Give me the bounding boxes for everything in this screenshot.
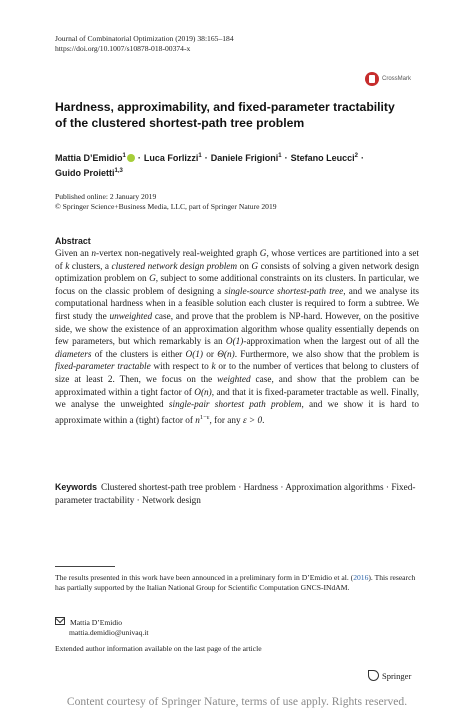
footnote-divider (55, 566, 115, 567)
author-name[interactable]: Mattia D’Emidio (55, 153, 123, 163)
author-separator: · (284, 153, 288, 163)
author-separator: · (137, 153, 141, 163)
orcid-icon[interactable] (127, 154, 135, 162)
keywords-list: Clustered shortest-path tree problem · Hardness · Approximation algorithms · Fixed-parameter tractability · Network design (55, 483, 416, 506)
journal-header (55, 34, 234, 54)
springer-horse-icon (368, 670, 379, 681)
author-affiliation: 1 (198, 153, 202, 159)
crossmark-icon (365, 72, 379, 86)
author-separator: · (360, 153, 364, 163)
author-name[interactable]: Stefano Leucci (290, 153, 355, 163)
journal-citation: Journal of Combinatorial Optimization (2019) 38:165–184 (55, 34, 234, 43)
publisher-logo (368, 670, 411, 681)
paper-title (55, 99, 425, 131)
abstract-text: Given an n-vertex non-negatively real-weighted graph G, whose vertices are partitioned into a set of k clusters, a clustered network design problem on G consists of solving a given network design optimization problem on G, subject to some additional constraints on its clusters. In particular, we focus on the classic problem of designing a single-source shortest-path tree, and we analyse its computational hardness when in a feasible solution each cluster is required to form a subtree. We first study the unweighted case, and prove that the problem is NP-hard. However, on the positive side, we show the existence of an approximation algorithm whose quality essentially depends on few parameters, but which remarkably is an O(1)-approximation when the largest out of all the diameters of the clusters is either O(1) or Θ(n). Furthermore, we also show that the problem is fixed-parameter tractable with respect to k or to the number of vertices that belong to clusters of size at least 2. Then, we focus on the weighted case, and show that the problem can be approximated within a tight factor of O(n), and that it is fixed-parameter tractable as well. Finally, we analyse the unweighted single-pair shortest path problem, and we show it is hard to approximate within a (tight) factor of $n^{1-\varepsilon}$, for any ε > 0. (55, 249, 420, 426)
author-affiliation: 1,3 (114, 168, 123, 174)
author-separator: · (204, 153, 208, 163)
author-affiliation: 2 (354, 153, 358, 159)
email-icon (55, 617, 65, 625)
author-affiliation: 1 (122, 153, 126, 159)
courtesy-watermark: Content courtesy of Springer Nature, terms of use apply. Rights reserved. (66, 695, 408, 708)
publisher-name: Springer (382, 670, 412, 681)
keywords-label: Keywords (55, 482, 98, 492)
extended-author-info: Extended author information available on the last page of the article (55, 644, 262, 653)
doi-link[interactable]: https://doi.org/10.1007/s10878-018-00374-x (55, 44, 191, 53)
author-name[interactable]: Guido Proietti (55, 168, 115, 178)
footnote: The results presented in this work have been announced in a preliminary form in D’Emidio et al. (2016). This research has partially supported by the Italian National Group for Scientific Computation GNCS-INdAM. (55, 573, 416, 592)
crossmark-label: CrossMark (382, 76, 412, 82)
title-line-2: of the clustered shortest-path tree problem (55, 116, 305, 130)
published-date: Published online: 2 January 2019 (55, 192, 157, 201)
publication-info (55, 192, 277, 212)
copyright-line: © Springer Science+Business Media, LLC, part of Springer Nature 2019 (55, 202, 277, 211)
author-name[interactable]: Luca Forlizzi (143, 153, 199, 163)
author-list (55, 150, 425, 180)
author-name[interactable]: Daniele Frigioni (210, 153, 279, 163)
crossmark-button[interactable] (365, 68, 425, 90)
contact-name: Mattia D’Emidio (70, 618, 123, 627)
citation-link[interactable]: 2016 (353, 573, 369, 582)
author-affiliation: 1 (278, 153, 282, 159)
keywords-section (55, 481, 419, 507)
corresponding-author (55, 617, 149, 638)
abstract-heading: Abstract (55, 236, 91, 246)
title-line-1: Hardness, approximability, and fixed-parameter tractability (55, 100, 395, 114)
contact-email[interactable]: mattia.demidio@univaq.it (69, 628, 149, 637)
